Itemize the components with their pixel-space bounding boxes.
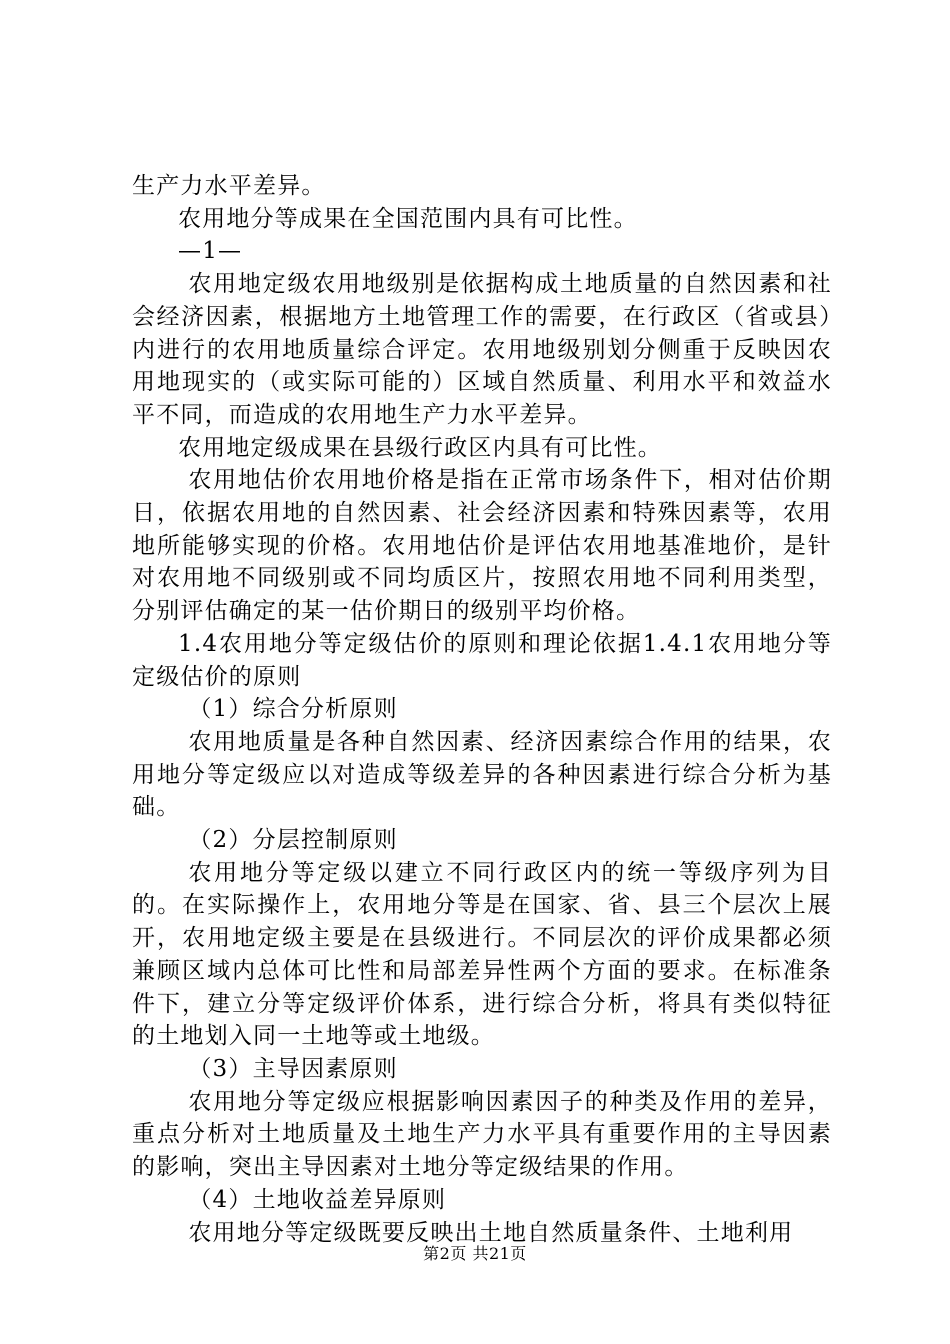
page-marker: —1— bbox=[178, 238, 243, 265]
paragraph: 农用地分等定级以建立不同行政区内的统一等级序列为目的。在实际操作上，农用地分等是在国家、省、县三个层次上展开，农用地定级主要是在县级进行。不同层次的评价成果都必须兼顾区域内总体可比性和局部差异性两个方面的要求。在标准条件下，建立分等定级评价体系，进行综合分析，将具有类似特征的土地划入同一土地等或土地级。 bbox=[132, 859, 832, 1050]
document-body bbox=[132, 170, 832, 1249]
paragraph: 生产力水平差异。 bbox=[132, 173, 326, 199]
page-number-label: 第2页 共21页 bbox=[423, 1244, 527, 1263]
paragraph: 农用地估价农用地价格是指在正常市场条件下，相对估价期日，依据农用地的自然因素、社会经济因素和特殊因素等，农用地所能够实现的价格。农用地估价是评估农用地基准地价，是针对农用地不同级别或不同均质区片，按照农用地不同利用类型，分别评估确定的某一估价期日的级别平均价格。 bbox=[132, 467, 832, 625]
paragraph: 农用地分等成果在全国范围内具有可比性。 bbox=[178, 205, 638, 232]
paragraph: 农用地定级成果在县级行政区内具有可比性。 bbox=[178, 434, 662, 461]
paragraph: 农用地分等定级应根据影响因素因子的种类及作用的差异，重点分析对土地质量及土地生产力水平具有重要作用的主导因素的影响，突出主导因素对土地分等定级结果的作用。 bbox=[132, 1088, 832, 1181]
subsection-heading: （2）分层控制原则 bbox=[188, 827, 398, 854]
paragraph: 农用地质量是各种自然因素、经济因素综合作用的结果，农用地分等定级应以对造成等级差异的各种因素进行综合分析为基础。 bbox=[132, 728, 832, 821]
subsection-heading: （4）土地收益差异原则 bbox=[188, 1186, 447, 1213]
paragraph: 农用地定级农用地级别是依据构成土地质量的自然因素和社会经济因素，根据地方土地管理工作的需要，在行政区（省或县）内进行的农用地质量综合评定。农用地级别划分侧重于反映因农用地现实的（或实际可能的）区域自然质量、利用水平和效益水平不同，而造成的农用地生产力水平差异。 bbox=[132, 271, 832, 428]
paragraph: 农用地分等定级既要反映出土地自然质量条件、土地利用 bbox=[188, 1219, 794, 1246]
page-footer bbox=[0, 1244, 950, 1264]
subsection-heading: （3）主导因素原则 bbox=[188, 1055, 398, 1082]
subsection-heading: （1）综合分析原则 bbox=[188, 696, 398, 723]
section-heading: 1.4农用地分等定级估价的原则和理论依据1.4.1农用地分等定级估价的原则 bbox=[132, 630, 832, 690]
